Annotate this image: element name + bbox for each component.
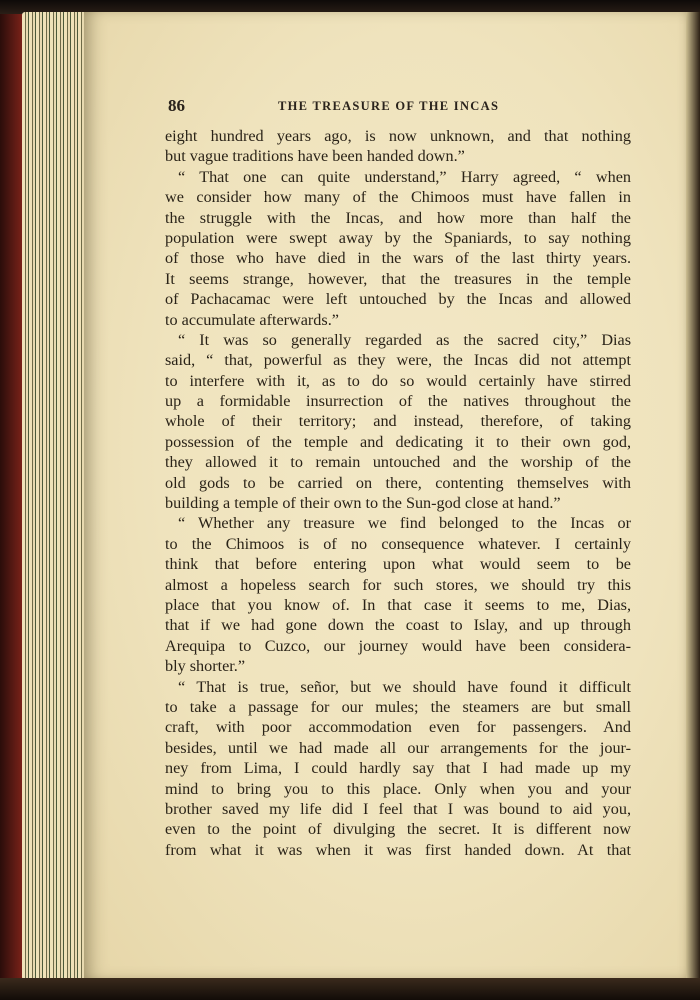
text-line: to accumulate afterwards.” [165,310,339,329]
text-line: from what it was when it was first handed down. At that [165,840,631,859]
page-edges [22,12,92,980]
page-header [168,96,630,120]
text-line: of Pachacamac were left untouched by the Incas and allowed [165,290,631,309]
text-line: that if we had gone down the coast to Islay, and up through [165,616,631,635]
text-line: brother saved my life did I feel that I was bound to aid you, [165,799,631,818]
page-number: 86 [168,96,185,115]
text-line: mind to bring you to this place. Only when you and your [165,779,631,798]
text-line: eight hundred years ago, is now unknown, and that nothing [165,127,631,145]
text-line: Arequipa to Cuzco, our journey would have been considera- [165,636,631,655]
text-line: craft, with poor accommodation even for passengers. And [165,718,631,737]
body-text [165,126,631,860]
text-line: besides, until we had made all our arrangements for the jour- [165,738,631,757]
text-line: of those who have died in the wars of the last thirty years. [165,249,631,268]
text-line: to interfere with it, as to do so would certainly have stirred [165,371,631,390]
text-line: the struggle with the Incas, and how more than half the [165,208,631,227]
text-line: to take a passage for our mules; the steamers are but small [165,697,631,716]
text-line: even to the point of divulging the secret. It is different now [165,820,631,839]
text-line: ney from Lima, I could hardly say that I had made up my [165,759,631,778]
text-line: almost a hopeless search for such stores, we should try this [165,575,631,594]
text-line: “ That one can quite understand,” Harry agreed, “ when [178,167,631,186]
text-line: possession of the temple and dedicating it to their own god, [165,432,631,451]
text-line: bly shorter.” [165,657,246,676]
text-line: It seems strange, however, that the treasures in the temple [165,269,631,288]
text-line: “ That is true, señor, but we should have found it difficult [178,677,631,696]
text-line: “ Whether any treasure we find belonged to the Incas or [178,514,631,533]
right-page-edge [686,12,700,978]
text-line: “ It was so generally regarded as the sacred city,” Dias [178,330,631,349]
text-line: but vague traditions have been handed down.” [165,147,465,166]
text-line: place that you know of. In that case it seems to me, Dias, [165,595,631,614]
text-line: said, “ that, powerful as they were, the Incas did not attempt [165,351,631,370]
bottom-shadow [0,978,700,1000]
text-line: whole of their territory; and instead, therefore, of taking [165,412,631,431]
text-line: old gods to be carried on there, contenting themselves with [165,473,631,492]
text-line: population were swept away by the Spaniards, to say nothing [165,228,631,247]
text-line: up a formidable insurrection of the natives throughout the [165,392,631,411]
text-line: they allowed it to remain untouched and the worship of the [165,453,631,472]
text-line: we consider how many of the Chimoos must have fallen in [165,188,631,207]
running-head: THE TREASURE OF THE INCAS [278,99,500,113]
text-line: building a temple of their own to the Sun-god close at hand.” [165,494,561,513]
text-line: to the Chimoos is of no consequence whatever. I certainly [165,534,631,553]
text-line: think that before entering upon what would seem to be [165,555,631,574]
